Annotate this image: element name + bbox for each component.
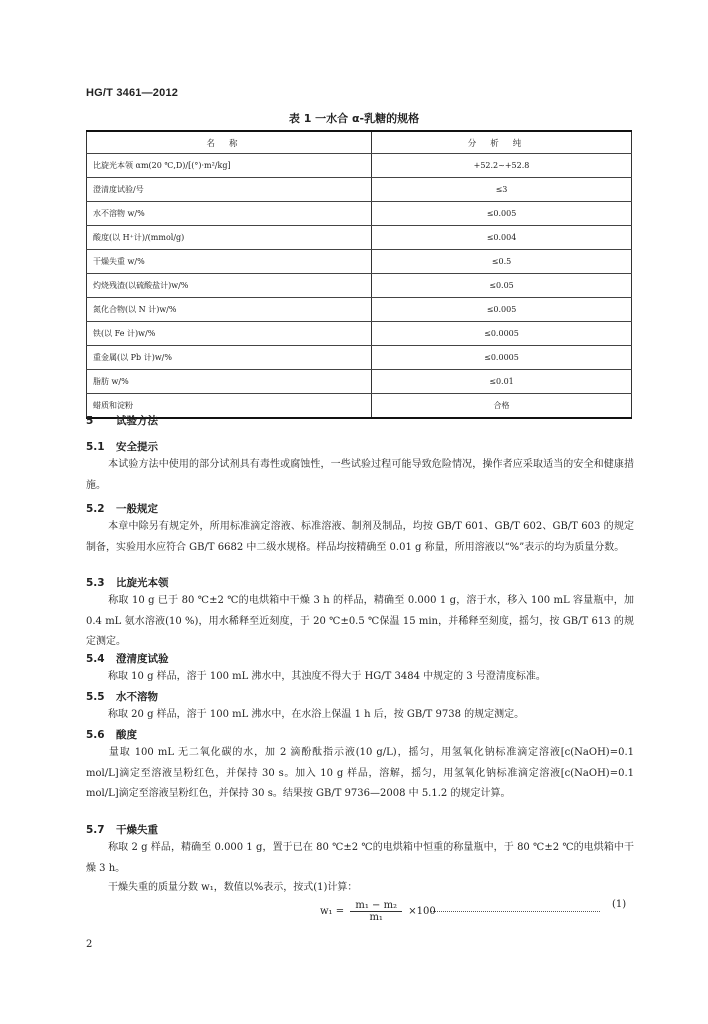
row-item: 蜡质和淀粉	[87, 394, 372, 419]
row-value: ≤0.0005	[372, 322, 632, 346]
row-value: ≤0.005	[372, 298, 632, 322]
section-heading-5-2	[86, 501, 158, 516]
section-number: 5.2	[86, 503, 105, 515]
section-heading-5-7	[86, 822, 158, 837]
section-5-6-body	[86, 743, 634, 805]
section-number: 5.7	[86, 824, 105, 836]
row-value: ≤3	[372, 178, 632, 202]
row-item: 水不溶物 w/%	[87, 202, 372, 226]
formula-1	[320, 900, 436, 923]
formula-leader-dots	[430, 903, 600, 912]
paragraph-text: 称取 10 g 样品，溶于 100 mL 沸水中，其浊度不得大于 HG/T 3484 中规定的 3 号澄清度标准。	[108, 671, 546, 682]
paragraph-text: 本章中除另有规定外，所用标准滴定溶液、标准溶液、制剂及制品，均按 GB/T 601、GB/T 602、GB/T 603 的规定制备，实验用水应符合 GB/T 6682 中二级水规格。样品均按精确至 0.01 g 称量，所用溶液以“%”表示的均为质量分数。	[86, 521, 634, 553]
section-5-4-body	[86, 667, 634, 688]
formula-lhs: w₁	[320, 906, 333, 917]
row-value: ≤0.01	[372, 370, 632, 394]
section-5-7-body	[86, 838, 634, 879]
table-row	[87, 298, 632, 322]
section-title: 水不溶物	[116, 691, 158, 703]
table-row	[87, 178, 632, 202]
row-value: ≤0.5	[372, 250, 632, 274]
table-row	[87, 346, 632, 370]
row-item: 干燥失重 w/%	[87, 250, 372, 274]
table-row	[87, 394, 632, 419]
paragraph-text: 称取 10 g 已于 80 ℃±2 ℃的电烘箱中干燥 3 h 的样品，精确至 0.000 1 g，溶于水，移入 100 mL 容量瓶中，加 0.4 mL 氨水溶液(10 %)，用水稀释至近刻度，于 20 ℃±0.5 ℃保温 15 min，并稀释至刻度，摇匀，按 GB/T 613 的规定测定。	[86, 595, 634, 647]
section-number: 5.1	[86, 441, 105, 453]
formula-equals: =	[335, 906, 345, 917]
section-5-1-body	[86, 455, 634, 496]
row-value: ≤0.004	[372, 226, 632, 250]
equation-number: (1)	[612, 899, 627, 910]
section-number: 5.6	[86, 729, 105, 741]
table-row	[87, 154, 632, 178]
section-number: 5.4	[86, 653, 105, 665]
page-number: 2	[86, 939, 93, 950]
section-heading-5-4	[86, 651, 169, 666]
section-number: 5	[86, 415, 94, 427]
section-heading-5	[86, 413, 158, 428]
section-heading-5-1	[86, 439, 158, 454]
table-row	[87, 226, 632, 250]
row-item: 澄清度试验/号	[87, 178, 372, 202]
table-row	[87, 250, 632, 274]
formula-fraction	[350, 900, 402, 923]
table-row	[87, 202, 632, 226]
col-header-grade: 分析纯	[372, 131, 632, 154]
section-number: 5.5	[86, 691, 105, 703]
row-value: ≤0.05	[372, 274, 632, 298]
section-5-2-body	[86, 517, 634, 558]
section-title: 一般规定	[116, 503, 158, 515]
section-5-7-body-2	[86, 878, 634, 899]
section-title: 澄清度试验	[116, 653, 169, 665]
section-5-3-body	[86, 591, 634, 653]
table-header-row	[87, 131, 632, 154]
table-row	[87, 370, 632, 394]
section-title: 干燥失重	[116, 824, 158, 836]
row-value: ≤0.005	[372, 202, 632, 226]
section-title: 比旋光本领	[116, 577, 169, 589]
section-5-5-body	[86, 705, 634, 726]
paragraph-text: 量取 100 mL 无二氧化碳的水，加 2 滴酚酞指示液(10 g/L)，摇匀，用氢氧化钠标准滴定溶液[c(NaOH)=0.1 mol/L]滴定至溶液呈粉红色，并保持 30 s。加入 10 g 样品，溶解，摇匀，用氢氧化钠标准滴定溶液[c(NaOH)=0.1 mol/L]滴定至溶液呈粉红色，并保持 30 s。结果按 GB/T 9736—2008 中 5.1.2 的规定计算。	[86, 747, 634, 799]
row-value: 合格	[372, 394, 632, 419]
section-heading-5-5	[86, 689, 158, 704]
row-item: 比旋光本领 αm(20 ℃,D)/[(°)·m²/kg]	[87, 154, 372, 178]
paragraph-text: 干燥失重的质量分数 w₁，数值以%表示，按式(1)计算：	[108, 882, 358, 893]
table-row	[87, 274, 632, 298]
paragraph-text: 称取 20 g 样品，溶于 100 mL 沸水中，在水浴上保温 1 h 后，按 GB/T 9738 的规定测定。	[108, 709, 525, 720]
section-heading-5-3	[86, 575, 169, 590]
spec-table	[86, 130, 632, 419]
formula-numerator: m₁ − m₂	[350, 900, 402, 912]
row-item: 脂肪 w/%	[87, 370, 372, 394]
row-value: ≤0.0005	[372, 346, 632, 370]
col-header-name: 名称	[87, 131, 372, 154]
section-title: 试验方法	[116, 415, 158, 427]
section-title: 安全提示	[116, 441, 158, 453]
row-item: 灼烧残渣(以硫酸盐计)w/%	[87, 274, 372, 298]
table-caption: 表 1 一水合 α-乳糖的规格	[288, 112, 420, 125]
document-code: HG/T 3461—2012	[86, 87, 179, 99]
row-item: 酸度(以 H⁺计)/(mmol/g)	[87, 226, 372, 250]
row-item: 重金属(以 Pb 计)w/%	[87, 346, 372, 370]
section-title: 酸度	[116, 729, 137, 741]
formula-denominator: m₁	[369, 912, 383, 923]
paragraph-text: 本试验方法中使用的部分试剂具有毒性或腐蚀性，一些试验过程可能导致危险情况，操作者应采取适当的安全和健康措施。	[86, 459, 634, 491]
row-item: 氮化合物(以 N 计)w/%	[87, 298, 372, 322]
section-heading-5-6	[86, 727, 137, 742]
table-row	[87, 322, 632, 346]
row-value: +52.2~+52.8	[372, 154, 632, 178]
section-number: 5.3	[86, 577, 105, 589]
paragraph-text: 称取 2 g 样品，精确至 0.000 1 g，置于已在 80 ℃±2 ℃的电烘箱中恒重的称量瓶中，于 80 ℃±2 ℃的电烘箱中干燥 3 h。	[86, 842, 634, 874]
row-item: 铁(以 Fe 计)w/%	[87, 322, 372, 346]
formula-times: ×100	[408, 906, 436, 917]
